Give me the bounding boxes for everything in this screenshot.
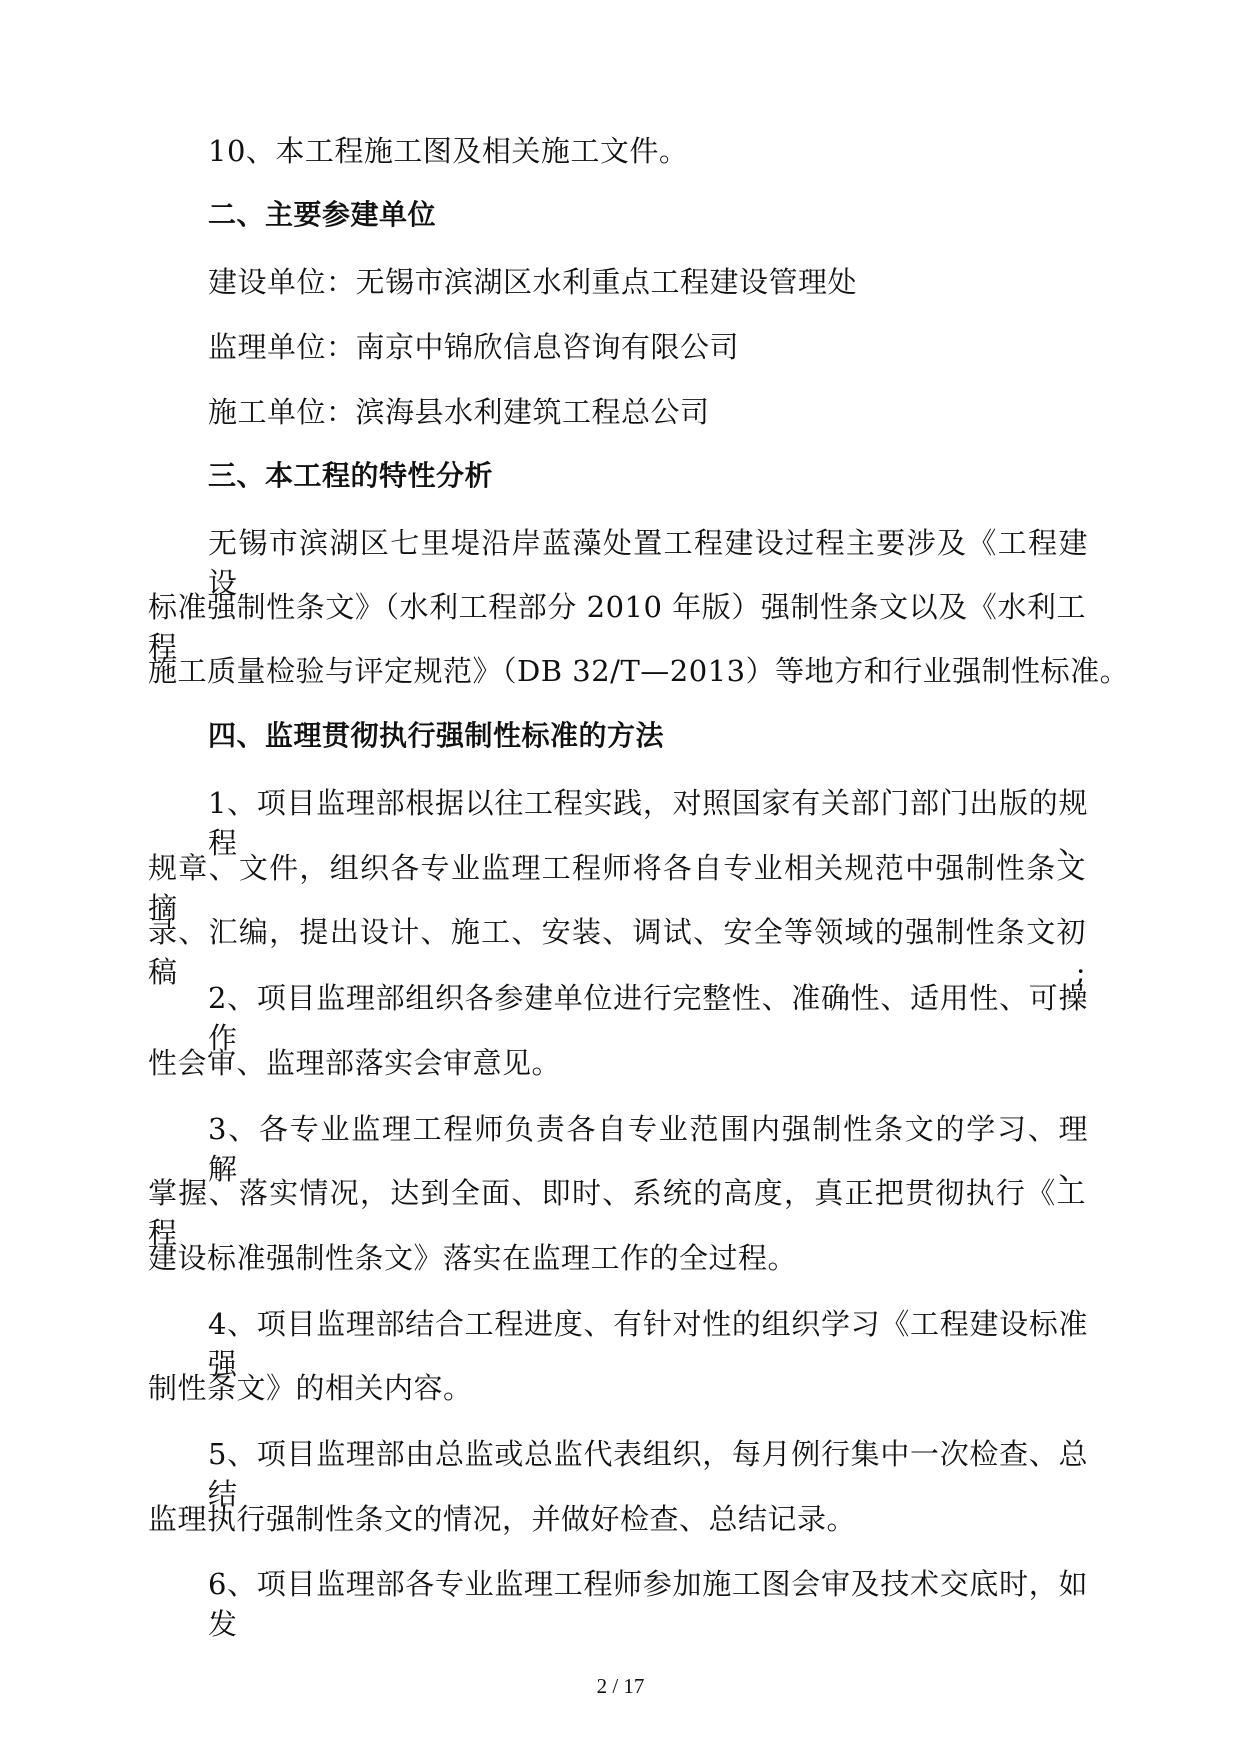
paragraph-line: 无锡市滨湖区七里堤沿岸蓝藻处置工程建设过程主要涉及《工程建设: [208, 526, 1088, 600]
contractor-unit-line: 施工单位：滨海县水利建筑工程总公司: [208, 395, 710, 429]
section-heading-2: 二、主要参建单位: [208, 198, 437, 231]
page-number: 2 / 17: [596, 1674, 645, 1698]
paragraph-line: 录、汇编，提出设计、施工、安装、调试、安全等领域的强制性条文初稿;: [148, 915, 1086, 989]
paragraph-line: 施工质量检验与评定规范》（DB 32/T—2013）等地方和行业强制性标准。: [148, 654, 1130, 688]
supervision-unit-line: 监理单位：南京中锦欣信息咨询有限公司: [208, 330, 740, 364]
paragraph-line: 4、项目监理部结合工程进度、有针对性的组织学习《工程建设标准强: [208, 1307, 1088, 1381]
paragraph-line: 建设标准强制性条文》落实在监理工作的全过程。: [148, 1241, 798, 1275]
paragraph-line: 掌握、落实情况，达到全面、即时、系统的高度，真正把贯彻执行《工程: [148, 1176, 1086, 1250]
paragraph-line: 6、项目监理部各专业监理工程师参加施工图会审及技术交底时，如发: [208, 1567, 1088, 1641]
section-heading-3: 三、本工程的特性分析: [208, 459, 494, 492]
paragraph-line: 制性条文》的相关内容。: [148, 1371, 473, 1405]
paragraph-line: 2、项目监理部组织各参建单位进行完整性、准确性、适用性、可操作: [208, 981, 1088, 1055]
section-heading-4: 四、监理贯彻执行强制性标准的方法: [208, 719, 665, 752]
construction-unit-line: 建设单位：无锡市滨湖区水利重点工程建设管理处: [208, 265, 858, 299]
paragraph-line: 3、各专业监理工程师负责各自专业范围内强制性条文的学习、理解、: [208, 1112, 1088, 1186]
paragraph-line: 标准强制性条文》（水利工程部分 2010 年版）强制性条文以及《水利工程: [148, 590, 1086, 664]
paragraph-line: 规章、文件，组织各专业监理工程师将各自专业相关规范中强制性条文摘: [148, 851, 1086, 925]
paragraph-line: 监理执行强制性条文的情况，并做好检查、总结记录。: [148, 1502, 857, 1536]
paragraph-line: 5、项目监理部由总监或总监代表组织，每月例行集中一次检查、总结: [208, 1437, 1088, 1511]
paragraph-line: 性会审、监理部落实会审意见。: [148, 1046, 562, 1080]
list-item-10: 10、本工程施工图及相关施工文件。: [208, 134, 689, 168]
paragraph-line: 1、项目监理部根据以往工程实践，对照国家有关部门部门出版的规程、: [208, 786, 1088, 860]
